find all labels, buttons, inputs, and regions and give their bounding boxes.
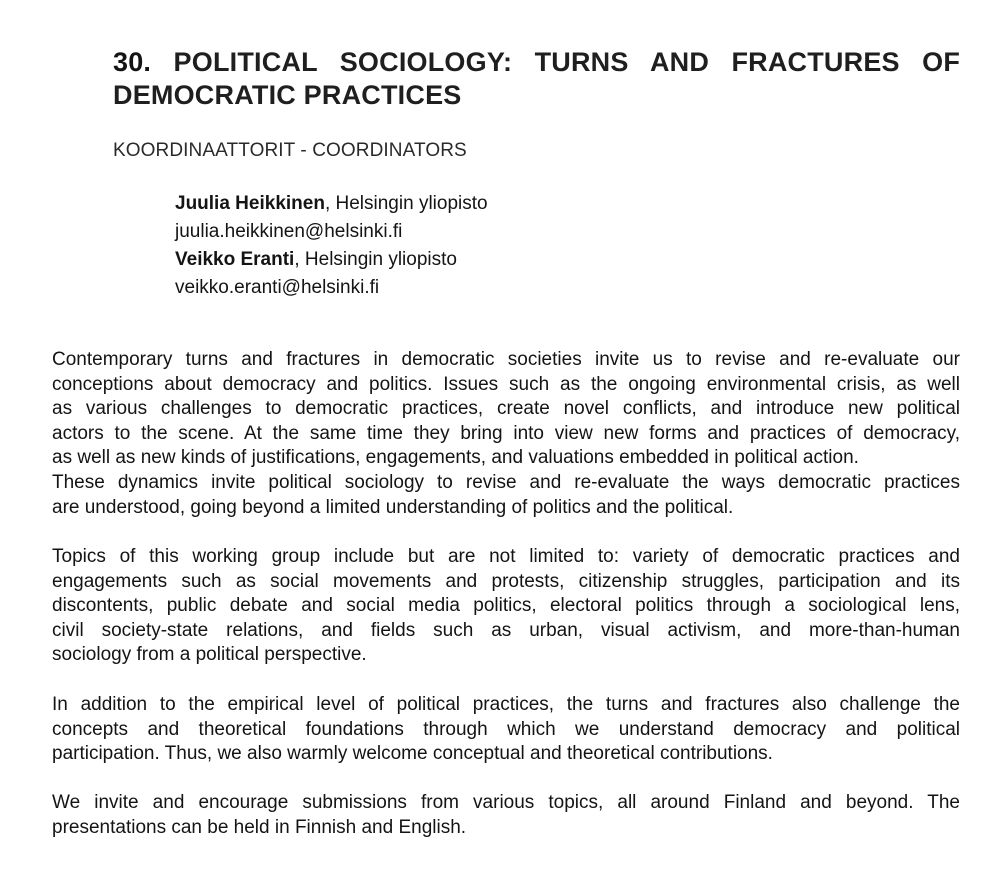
paragraph-line: concepts and theoretical foundations through which we understand democracy and political (52, 718, 960, 740)
coordinator-email: juulia.heikkinen@helsinki.fi (175, 221, 403, 242)
paragraph-line: discontents, public debate and social media politics, electoral politics through a sociological lens, (52, 595, 960, 617)
paragraph-line: as well as new kinds of justifications, engagements, and valuations embedded in political action. (52, 447, 859, 469)
coordinators-list (175, 190, 775, 302)
paragraph-topics (52, 545, 960, 668)
paragraph-line: conceptions about democracy and politics. Issues such as the ongoing environmental crisis, as well (52, 373, 960, 395)
paragraph-line: Topics of this working group include but are not limited to: variety of democratic practices and (52, 546, 960, 567)
paragraph-line: actors to the scene. At the same time they bring into view new forms and practices of democracy, (52, 422, 960, 444)
paragraph-line: engagements such as social movements and protests, citizenship struggles, participation and its (52, 570, 960, 592)
paragraph-line: participation. Thus, we also warmly welcome conceptual and theoretical contributions. (52, 743, 773, 765)
paragraph-line: We invite and encourage submissions from various topics, all around Finland and beyond. The (52, 792, 960, 813)
paragraph-line: civil society-state relations, and fields such as urban, visual activism, and more-than-human (52, 619, 960, 641)
paragraph-theory (52, 693, 960, 767)
coordinator-affiliation: , Helsingin yliopisto (324, 193, 488, 214)
paragraph-line: Contemporary turns and fractures in democratic societies invite us to revise and re-evaluate our (52, 349, 960, 370)
coordinator-name: Veikko Eranti (175, 249, 295, 270)
coordinator-affiliation: , Helsingin yliopisto (294, 249, 457, 270)
coordinator-name: Juulia Heikkinen (175, 193, 325, 214)
coordinator-name-line (175, 246, 775, 274)
paragraph-line: These dynamics invite political sociology to revise and re-evaluate the ways democratic practices (52, 471, 960, 493)
paragraph-line: presentations can be held in Finnish and English. (52, 816, 467, 838)
section-title-text: POLITICAL SOCIOLOGY: TURNS AND FRACTURES OF DEMOCRATIC PRACTICES (113, 47, 961, 110)
paragraph-line: are understood, going beyond a limited understanding of politics and the political. (52, 496, 734, 518)
section-number: 30. (113, 47, 152, 77)
paragraph-intro (52, 348, 960, 520)
section-title (113, 46, 960, 112)
coordinator-email: veikko.eranti@helsinki.fi (175, 277, 380, 298)
coordinator-name-line (175, 190, 775, 218)
paragraph-line: as various challenges to democratic practices, create novel conflicts, and introduce new political (52, 398, 960, 420)
paragraph-line: sociology from a political perspective. (52, 644, 367, 666)
coordinators-heading: KOORDINAATTORIT - COORDINATORS (113, 140, 467, 161)
paragraph-invitation (52, 791, 960, 840)
paragraph-line: In addition to the empirical level of political practices, the turns and fractures also challenge the (52, 694, 960, 715)
